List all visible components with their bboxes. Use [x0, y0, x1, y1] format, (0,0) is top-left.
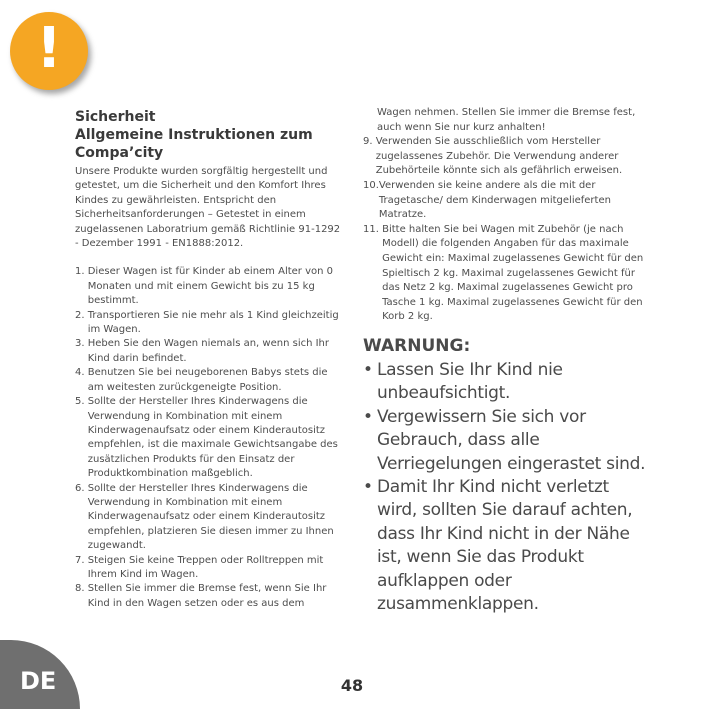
list-item	[363, 223, 648, 325]
item-number: 9.	[363, 136, 376, 148]
bullet: •	[363, 406, 373, 427]
warning-text: Vergewissern Sie sich vor Gebrauch, dass alle Verriegelungen eingerastet sind.	[377, 406, 646, 474]
language-code: DE	[20, 667, 57, 695]
list-item	[363, 179, 648, 223]
item-number: 11.	[363, 223, 383, 235]
list-item	[75, 582, 343, 611]
item-continuation: Wagen nehmen. Stellen Sie immer die Bremse fest, auch wenn Sie nur kurz anhalten!	[377, 107, 636, 133]
item-text: Benutzen Sie bei neugeborenen Babys stets die am weitesten zurückgeneigte Position.	[87, 367, 328, 393]
item-number: 8.	[75, 583, 88, 595]
item-text: Sollte der Hersteller Ihres Kinderwagens die Verwendung in Kombination mit einem Kinderwagenaufsatz oder einem Kinderautositz empfehlen, ist die maximale Gewichtsangabe des zusätzlichen Produkts für den Einsatz der Produktkombination maßgeblich.	[87, 396, 338, 480]
list-item	[75, 395, 343, 481]
list-item	[75, 265, 343, 308]
item-text: Transportieren Sie nie mehr als 1 Kind gleichzeitig im Wagen.	[87, 309, 339, 336]
list-item	[363, 135, 648, 179]
section-title-line-3: Compa’city	[75, 145, 164, 161]
warning-text: Damit Ihr Kind nicht verletzt wird, sollten Sie darauf achten, dass Ihr Kind nicht in der Nähe ist, wenn Sie das Produkt aufklappen oder zusammenklappen.	[377, 476, 633, 614]
item-text: Verwenden sie keine andere als die mit der Tragetasche/ dem Kinderwagen mitgelieferten Matratze.	[378, 179, 611, 221]
right-column	[363, 106, 648, 616]
item-text: Sollte der Hersteller Ihres Kinderwagens die Verwendung in Kombination mit einem Kinderwagenaufsatz oder einem Kinderautositz empfehlen, platzieren Sie diesen immer zu Ihnen zugewandt.	[87, 482, 334, 552]
list-item	[75, 554, 343, 583]
item-number: 3.	[75, 338, 88, 350]
left-column	[75, 108, 343, 611]
item-text: Dieser Wagen ist für Kinder ab einem Alter von 0 Monaten und mit einem Gewicht bis zu 15 kg bestimmt.	[87, 266, 334, 307]
warning-item	[363, 406, 648, 476]
exclamation-icon: !	[36, 16, 62, 81]
item-number: 5.	[75, 396, 88, 408]
safety-list-left	[75, 265, 343, 611]
item-number: 1.	[75, 266, 88, 278]
warning-badge	[10, 12, 88, 90]
item-text: Verwenden Sie ausschließlich vom Hersteller zugelassenes Zubehör. Die Verwendung anderer Zubehörteile könnte sich als gefährlich erweisen.	[375, 136, 623, 177]
warning-item	[363, 476, 648, 616]
list-item	[75, 309, 343, 338]
safety-list-right	[363, 135, 648, 325]
item-number: 4.	[75, 367, 88, 379]
item-text: Heben Sie den Wagen niemals an, wenn sich Ihr Kind darin befindet.	[87, 338, 330, 364]
page-number: 48	[340, 676, 364, 695]
section-title-line-2: Allgemeine Instruktionen zum	[75, 127, 313, 143]
intro-paragraph: Unsere Produkte wurden sorgfältig hergestellt und getestet, um die Sicherheit und den Komfort Ihres Kindes zu gewährleisten. Entspricht den Sicherheitsanforderungen – Getestet in einem zugelassenen Laboratrium gemäß Richtlinie 91-1292 - Dezember 1991 - EN1888:2012.	[75, 166, 341, 250]
list-item	[75, 337, 343, 366]
bullet: •	[363, 476, 373, 497]
list-item	[75, 366, 343, 395]
item-text: Steigen Sie keine Treppen oder Rolltreppen mit Ihrem Kind im Wagen.	[87, 554, 324, 580]
item-text: Bitte halten Sie bei Wagen mit Zubehör (je nach Modell) die folgenden Angaben für das maximale Gewicht ein: Maximal zugelassenes Gewicht für den Spieltisch 2 kg. Maximal zugelassenes Gewicht für das Netz 2 kg. Maximal zugelassenes Gewicht pro Tasche 1 kg. Maximal zugelassenes Gewicht für den Korb 2 kg.	[382, 223, 644, 323]
warning-item	[363, 359, 648, 406]
item-number: 2.	[75, 309, 88, 321]
item-number: 7.	[75, 554, 88, 566]
item-number: 10.	[363, 179, 379, 191]
item-text: Stellen Sie immer die Bremse fest, wenn Sie Ihr Kind in den Wagen setzen oder es aus dem	[87, 583, 327, 609]
warning-text: Lassen Sie Ihr Kind nie unbeaufsichtigt.	[377, 359, 563, 404]
section-title-line-1: Sicherheit	[75, 109, 156, 125]
bullet: •	[363, 359, 373, 380]
warning-heading: WARNUNG:	[363, 335, 471, 356]
list-item	[75, 482, 343, 554]
language-tab	[0, 640, 80, 709]
warning-list	[363, 359, 648, 616]
item-number: 6.	[75, 482, 88, 494]
